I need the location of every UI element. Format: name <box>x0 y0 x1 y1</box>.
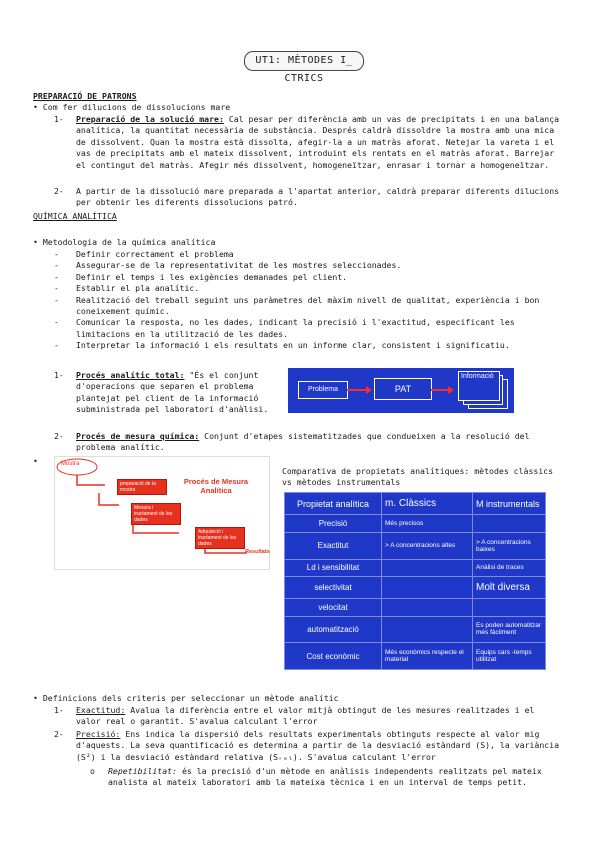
text-line: vas de precipitats amb el mateix dissolvent, introduint els rentats en el matràs aforat. Barrejar <box>76 148 555 159</box>
information-box: Informació <box>458 371 500 401</box>
list-item: coneixement químic. <box>76 306 170 317</box>
proces-analitic-total <box>76 370 276 416</box>
table-cell: automatització <box>285 616 382 643</box>
criteria-repetibilitat <box>108 766 578 789</box>
step-box: preparació de la mostra <box>117 479 167 495</box>
item-label: Repetibilitat: <box>108 766 178 776</box>
item-number: 2- <box>54 186 64 196</box>
text-line: Ens indica la dispersió dels resultats experimentals obtinguts respecte al valor mig <box>125 729 540 739</box>
table-cell: selectivitat <box>285 577 382 598</box>
item-number: 2- <box>54 729 64 739</box>
item-label: Procés analític total: <box>76 370 185 380</box>
table-header-cell: M instrumentals <box>473 493 546 515</box>
measurement-diagram <box>54 456 270 570</box>
table-row <box>285 577 546 598</box>
bullet-dot: • <box>33 456 38 466</box>
table-cell: Més precisos <box>382 515 473 533</box>
table-cell: Precisió <box>285 515 382 533</box>
text-line: analista al mateix laboratori amb la mateixa tècnica i en un interval de temps petit. <box>108 777 527 788</box>
sub-bullet: o <box>90 766 95 776</box>
prep-item-1 <box>76 114 576 171</box>
text-line: plantejat pel client de la informació <box>76 392 259 403</box>
text-line: subministrada pel laboratori d'anàlisi. <box>76 404 269 415</box>
table-cell: Equips cars -temps utilitzat <box>473 643 546 670</box>
step-box: Adquisició i tractament de les dades <box>195 527 245 549</box>
list-item: - Realització del treball seguint uns paràmetres del màxim nivell de qualitat, experiència i bon <box>54 294 540 305</box>
list-item: limitacions en la utilització de les dades. <box>76 328 288 339</box>
arrow-icon <box>347 389 367 391</box>
item-number: 1- <box>54 370 64 380</box>
table-row <box>285 532 546 559</box>
item-number: 2- <box>54 431 64 441</box>
workflow-diagram <box>288 368 514 413</box>
table-cell: Es poden automatitzar més fàcilment <box>473 616 546 643</box>
table-cell: Cost econòmic <box>285 643 382 670</box>
table-cell <box>382 598 473 616</box>
text-line: Conjunt d'etapes sistematitzades que condueixen a la resolució del <box>204 431 530 441</box>
list-item: - Assegurar-se de la representativitat de les mostres seleccionades. <box>54 260 402 271</box>
text-line: d'aquests. La seva quantificació es determina a partir de la desviació estàndard (S), la variància <box>76 740 560 751</box>
table-cell: Ld i sensibilitat <box>285 559 382 577</box>
caption-line: Comparativa de propietats analítiques: mètodes clàssics <box>282 466 554 476</box>
text-line: (S²) i la desviació estàndard relativa (Sᵣₑₗ). S'avalua calculant l'error <box>76 751 436 762</box>
table-cell: velocitat <box>285 598 382 616</box>
text-line: A partir de la dissolució mare preparada a l'apartat anterior, caldrà preparar diferents dilucions <box>76 186 560 196</box>
list-item: - Definir el temps i les exigències demanades pel client. <box>54 271 348 282</box>
list-item: - Interpretar la informació i els resultats en un informe clar, consistent i significatiu. <box>54 340 510 351</box>
table-row <box>285 643 546 670</box>
page-title: UT1: MÈTODES I̲ CTRICS <box>244 51 364 71</box>
item-label: Precisió: <box>76 729 121 739</box>
text-line: "És el conjunt <box>189 370 259 380</box>
sample-cloud-label: Mostra <box>61 461 80 467</box>
table-cell: > A concentracions altes <box>382 532 473 559</box>
table-cell: Anàlisi de traces <box>473 559 546 577</box>
item-label: Procés de mesura química: <box>76 431 200 441</box>
table-row <box>285 559 546 577</box>
section-heading-qa: QUÍMICA ANALÍTICA <box>33 211 117 221</box>
problem-box: Problema <box>298 381 348 399</box>
diagram-title: Procés de Mesura Analítica <box>183 477 249 495</box>
prep-item-2 <box>76 186 576 209</box>
text-line: Avalua la diferència entre el valor mitjà obtingut de les mesures realitzades i el <box>130 705 535 715</box>
text-line: d'operacions que separen el problema <box>76 381 254 392</box>
text-line: de dissolvent. Quan la mostra està dissolta, afegir-la a un matràs aforat. Netejar la vareta i el <box>76 136 555 147</box>
table-caption <box>282 466 582 489</box>
pat-box: PAT <box>374 378 432 400</box>
table-cell: Molt diversa <box>473 577 546 598</box>
list-item: - Establir el pla analític. <box>54 283 200 294</box>
text-line: el contingut del matràs. Afegir més dissolvent, homogeneïtzar, enrasar i tornar a homogeneïtzar. <box>76 159 550 170</box>
table-row <box>285 515 546 533</box>
table-cell <box>382 577 473 598</box>
text-line: problema analític. <box>76 442 165 453</box>
section-heading-prep: PREPARACIÓ DE PATRONS <box>33 91 137 101</box>
table-cell <box>382 559 473 577</box>
proces-mesura-quimica <box>76 431 576 454</box>
table-header-row <box>285 493 546 515</box>
item-label: Preparació de la solució mare: <box>76 114 224 124</box>
text-line: Cal pesar per diferència amb un vas de precipitats i en una balança <box>228 114 560 124</box>
text-line: per obtenir les diferents dissolucions patró. <box>76 197 298 208</box>
step-box: Mesura i tractament de les dades <box>131 503 181 525</box>
results-label: Resultats <box>245 549 270 555</box>
methodology-list <box>54 249 554 352</box>
bullet-dilucions: • Com fer dilucions de dissolucions mare <box>33 102 231 112</box>
table-cell: > A concentracions baixes <box>473 532 546 559</box>
text-line: valor real o garantit. S'avalua calculant l'error <box>76 716 318 727</box>
arrow-icon <box>431 389 449 391</box>
item-number: 1- <box>54 705 64 715</box>
table-header-cell: m. Clàssics <box>382 493 473 515</box>
table-row <box>285 598 546 616</box>
bullet-criteria: • Definicions dels criteris per seleccionar un mètode analític <box>33 693 339 703</box>
table-cell <box>382 616 473 643</box>
item-number: 1- <box>54 114 64 124</box>
table-cell: Exactitut <box>285 532 382 559</box>
list-item: - Definir correctament el problema <box>54 249 234 259</box>
table-header-cell: Propietat analítica <box>285 493 382 515</box>
criteria-exactitud <box>76 705 576 728</box>
comparison-table <box>284 492 546 670</box>
table-cell <box>473 515 546 533</box>
table-cell <box>473 598 546 616</box>
caption-line: vs mètodes instrumentals <box>282 477 401 488</box>
text-line: és la precisió d'un mètode en anàlisis independents realitzats pel mateix <box>181 766 542 776</box>
table-row <box>285 616 546 643</box>
table-cell: Més econòmics respecte el material <box>382 643 473 670</box>
list-item: - Comunicar la resposta, no les dades, indicant la precisió i l'exactitud, especificant les <box>54 317 515 328</box>
text-line: analítica, la quantitat necessària de substància. Després caldrà dissoldre la mostra amb una mica <box>76 125 555 136</box>
criteria-precisio <box>76 729 576 763</box>
item-label: Exactitud: <box>76 705 126 715</box>
bullet-metodologia: • Metodologia de la química analítica <box>33 237 216 247</box>
